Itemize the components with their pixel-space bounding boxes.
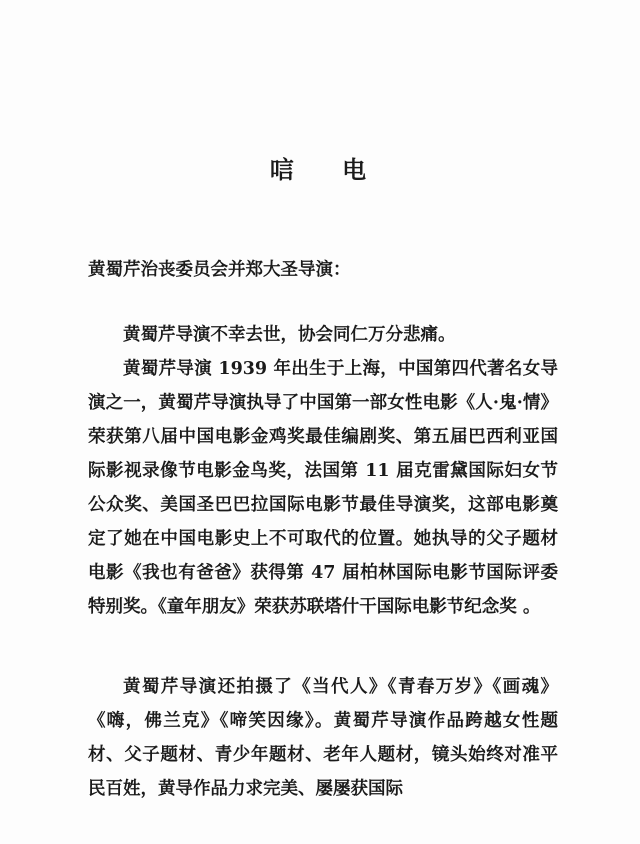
salutation: 黄蜀芹治丧委员会并郑大圣导演： (88, 260, 351, 280)
paragraph-biography: 黄蜀芹导演 1939 年出生于上海，中国第四代著名女导演之一，黄蜀芹导演执导了中国第一部女性电影《人·鬼·情》荣获第八届中国电影金鸡奖最佳编剧奖、第五届巴西利亚国际影视录像节电影金鸟奖，法国第 11 届克雷黛国际妇女节公众奖、美国圣巴巴拉国际电影节最佳导演奖，这部电影奠定了她在中国电影史上不可取代的位置。她执导的父子题材电影《我也有爸爸》获得第 47 届柏林国际电影节国际评委特别奖。《童年朋友》荣获苏联塔什干国际电影节纪念奖 。 (88, 359, 558, 617)
paragraph-works: 黄蜀芹导演还拍摄了《当代人》《青春万岁》《画魂》《嗨，佛兰克》《啼笑因缘》。黄蜀芹导演作品跨越女性题材、父子题材、青少年题材、老年人题材，镜头始终对准平民百姓，黄导作品力求完美、屡屡获国际 (88, 677, 558, 799)
body-text (88, 318, 558, 624)
body-text-continued (88, 670, 558, 806)
document-title: 唁 电 (269, 155, 387, 184)
paragraph-condolence: 黄蜀芹导演不幸去世，协会同仁万分悲痛。 (123, 325, 456, 345)
